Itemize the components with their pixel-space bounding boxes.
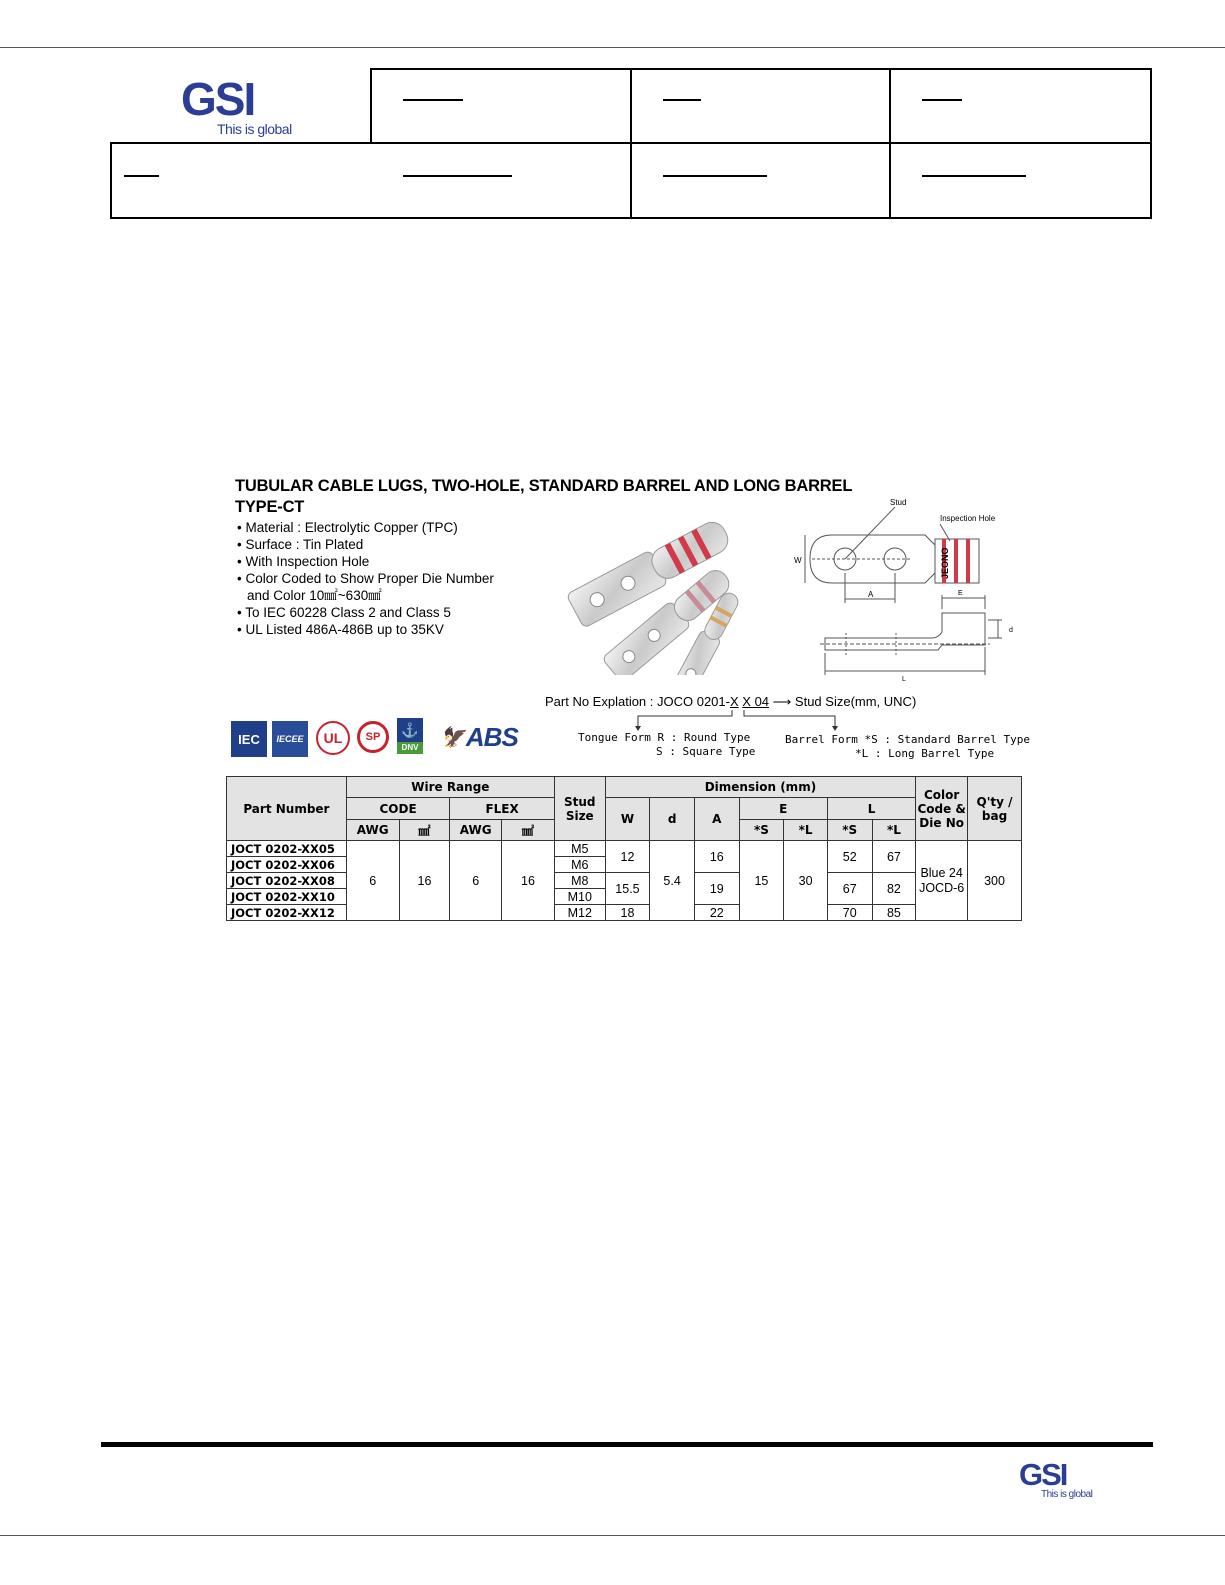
flex-mm2-cell: 16 [502,841,555,921]
feature-item: • With Inspection Hole [237,554,370,569]
field-underline [663,99,701,101]
barrel-mark: JEONO [940,547,950,579]
feature-list [237,519,494,638]
th-l: L [827,798,915,820]
tongue-line2: S : Square Type [656,745,756,758]
l-label: L [902,676,906,683]
stud-cell: M12 [554,905,605,921]
tongue-line1: Tongue Form R : Round Type [578,731,751,744]
abs-logo: 🦅 ABS [440,721,518,752]
csa-logo: SP [357,721,389,753]
technical-drawing [790,495,1025,685]
th-l-l: *L [872,820,916,841]
field-underline [124,175,159,177]
barrel-form-desc [785,733,1030,761]
field-underline [403,99,463,101]
th-code-awg: AWG [346,820,399,841]
th-code-mm2: ㎟ [399,820,450,841]
feature-item: and Color 10㎟~630㎟ [247,588,382,603]
l-s-cell: 52 [827,841,872,873]
field-underline [922,175,1026,177]
a-cell: 22 [694,905,739,921]
spec-table [226,776,1022,921]
th-flex: FLEX [450,798,555,820]
th-l-s: *S [827,820,872,841]
w-label: W [794,556,802,565]
flex-awg-cell: 6 [450,841,502,921]
th-flex-mm2: ㎟ [502,820,555,841]
header-divider-2 [889,68,891,219]
ul-logo: UL [316,721,350,755]
th-part-number: Part Number [227,777,347,841]
stud-cell: M6 [554,857,605,873]
product-title [235,477,852,517]
footer-logo [1019,1459,1109,1500]
field-underline [922,99,962,101]
footer-logo-mark: GSI [1019,1457,1067,1492]
l-l-cell: 85 [872,905,916,921]
th-wire-range: Wire Range [346,777,554,798]
th-d: d [650,798,695,841]
l-l-cell: 67 [872,841,916,873]
footer-rule [101,1442,1153,1447]
barrel-line1: Barrel Form *S : Standard Barrel Type [785,733,1031,746]
stud-cell: M5 [554,841,605,857]
th-color: Color Code & Die No [916,777,968,841]
part-number-cell: JOCT 0202-XX08 [227,873,347,889]
lug-large [566,515,734,628]
part-no-connectors [630,708,850,732]
header-logo [181,73,311,137]
th-dimension: Dimension (mm) [605,777,916,798]
footer-logo-tagline: This is global [1041,1489,1093,1500]
anchor-icon: ⚓ [397,718,423,742]
a-label: A [868,590,874,599]
product-title-line1: TUBULAR CABLE LUGS, TWO-HOLE, STANDARD BARREL AND LONG BARREL [235,477,853,495]
part-no-x1: X [729,694,739,709]
th-stud-size: Stud Size [554,777,605,841]
feature-item: • Surface : Tin Plated [237,537,364,552]
stud-label: Stud [890,498,907,507]
field-underline [403,175,512,177]
table-row [227,905,1022,921]
table-row [227,841,1022,857]
bottom-rule [0,1535,1225,1536]
arrow-icon: ⟶ [772,694,792,709]
dnv-label: DNV [397,742,423,754]
tongue-form-desc [578,731,755,759]
part-no-prefix: Part No Explation : JOCO 0201- [545,694,730,709]
l-l-cell: 82 [872,873,916,905]
part-number-cell: JOCT 0202-XX10 [227,889,347,905]
e-s-cell: 15 [739,841,784,921]
code-awg-cell: 6 [346,841,399,921]
logo-mark: GSI [181,73,255,125]
product-photo [555,515,765,675]
th-flex-awg: AWG [450,820,502,841]
table-row [227,873,1022,889]
header-form-row1 [370,68,1152,144]
w-cell: 15.5 [605,873,650,905]
field-underline [663,175,767,177]
code-mm2-cell: 16 [399,841,450,921]
part-no-suffix: Stud Size(mm, UNC) [794,694,917,709]
th-e: E [739,798,827,820]
color-cell [916,841,968,921]
color-line2: JOCD-6 [919,880,965,895]
product-title-line2: TYPE-CT [235,498,305,516]
iec-logo: IEC [231,721,267,757]
th-qty: Q'ty / bag [968,777,1022,841]
th-a: A [694,798,739,841]
d-cell: 5.4 [650,841,695,921]
stud-cell: M10 [554,889,605,905]
a-cell: 19 [694,873,739,905]
e-l-cell: 30 [784,841,828,921]
w-cell: 18 [605,905,650,921]
stud-cell: M8 [554,873,605,889]
feature-item: • To IEC 60228 Class 2 and Class 5 [237,605,451,620]
qty-cell: 300 [968,841,1022,921]
color-line1: Blue 24 [920,865,963,880]
w-cell: 12 [605,841,650,873]
logo-tagline: This is global [217,121,292,137]
eagle-icon: 🦅 [440,726,464,749]
top-rule [0,47,1225,48]
th-e-l: *L [784,820,828,841]
th-w: W [605,798,650,841]
barrel-line2: *L : Long Barrel Type [855,747,995,760]
part-number-cell: JOCT 0202-XX12 [227,905,347,921]
dnv-logo [397,718,423,756]
header-divider-1 [630,68,632,219]
e-label: E [958,590,963,597]
th-code: CODE [346,798,450,820]
part-number-cell: JOCT 0202-XX06 [227,857,347,873]
inspection-label: Inspection Hole [940,514,996,523]
iecee-logo: IECEE [272,721,308,757]
part-number-cell: JOCT 0202-XX05 [227,841,347,857]
feature-item: • Material : Electrolytic Copper (TPC) [237,520,458,535]
th-e-s: *S [739,820,784,841]
part-no-x2: X 04 [742,694,770,709]
feature-item: • Color Coded to Show Proper Die Number [237,571,494,586]
d-label: d [1009,627,1013,634]
feature-item: • UL Listed 486A-486B up to 35KV [237,622,444,637]
a-cell: 16 [694,841,739,873]
l-s-cell: 67 [827,873,872,905]
l-s-cell: 70 [827,905,872,921]
